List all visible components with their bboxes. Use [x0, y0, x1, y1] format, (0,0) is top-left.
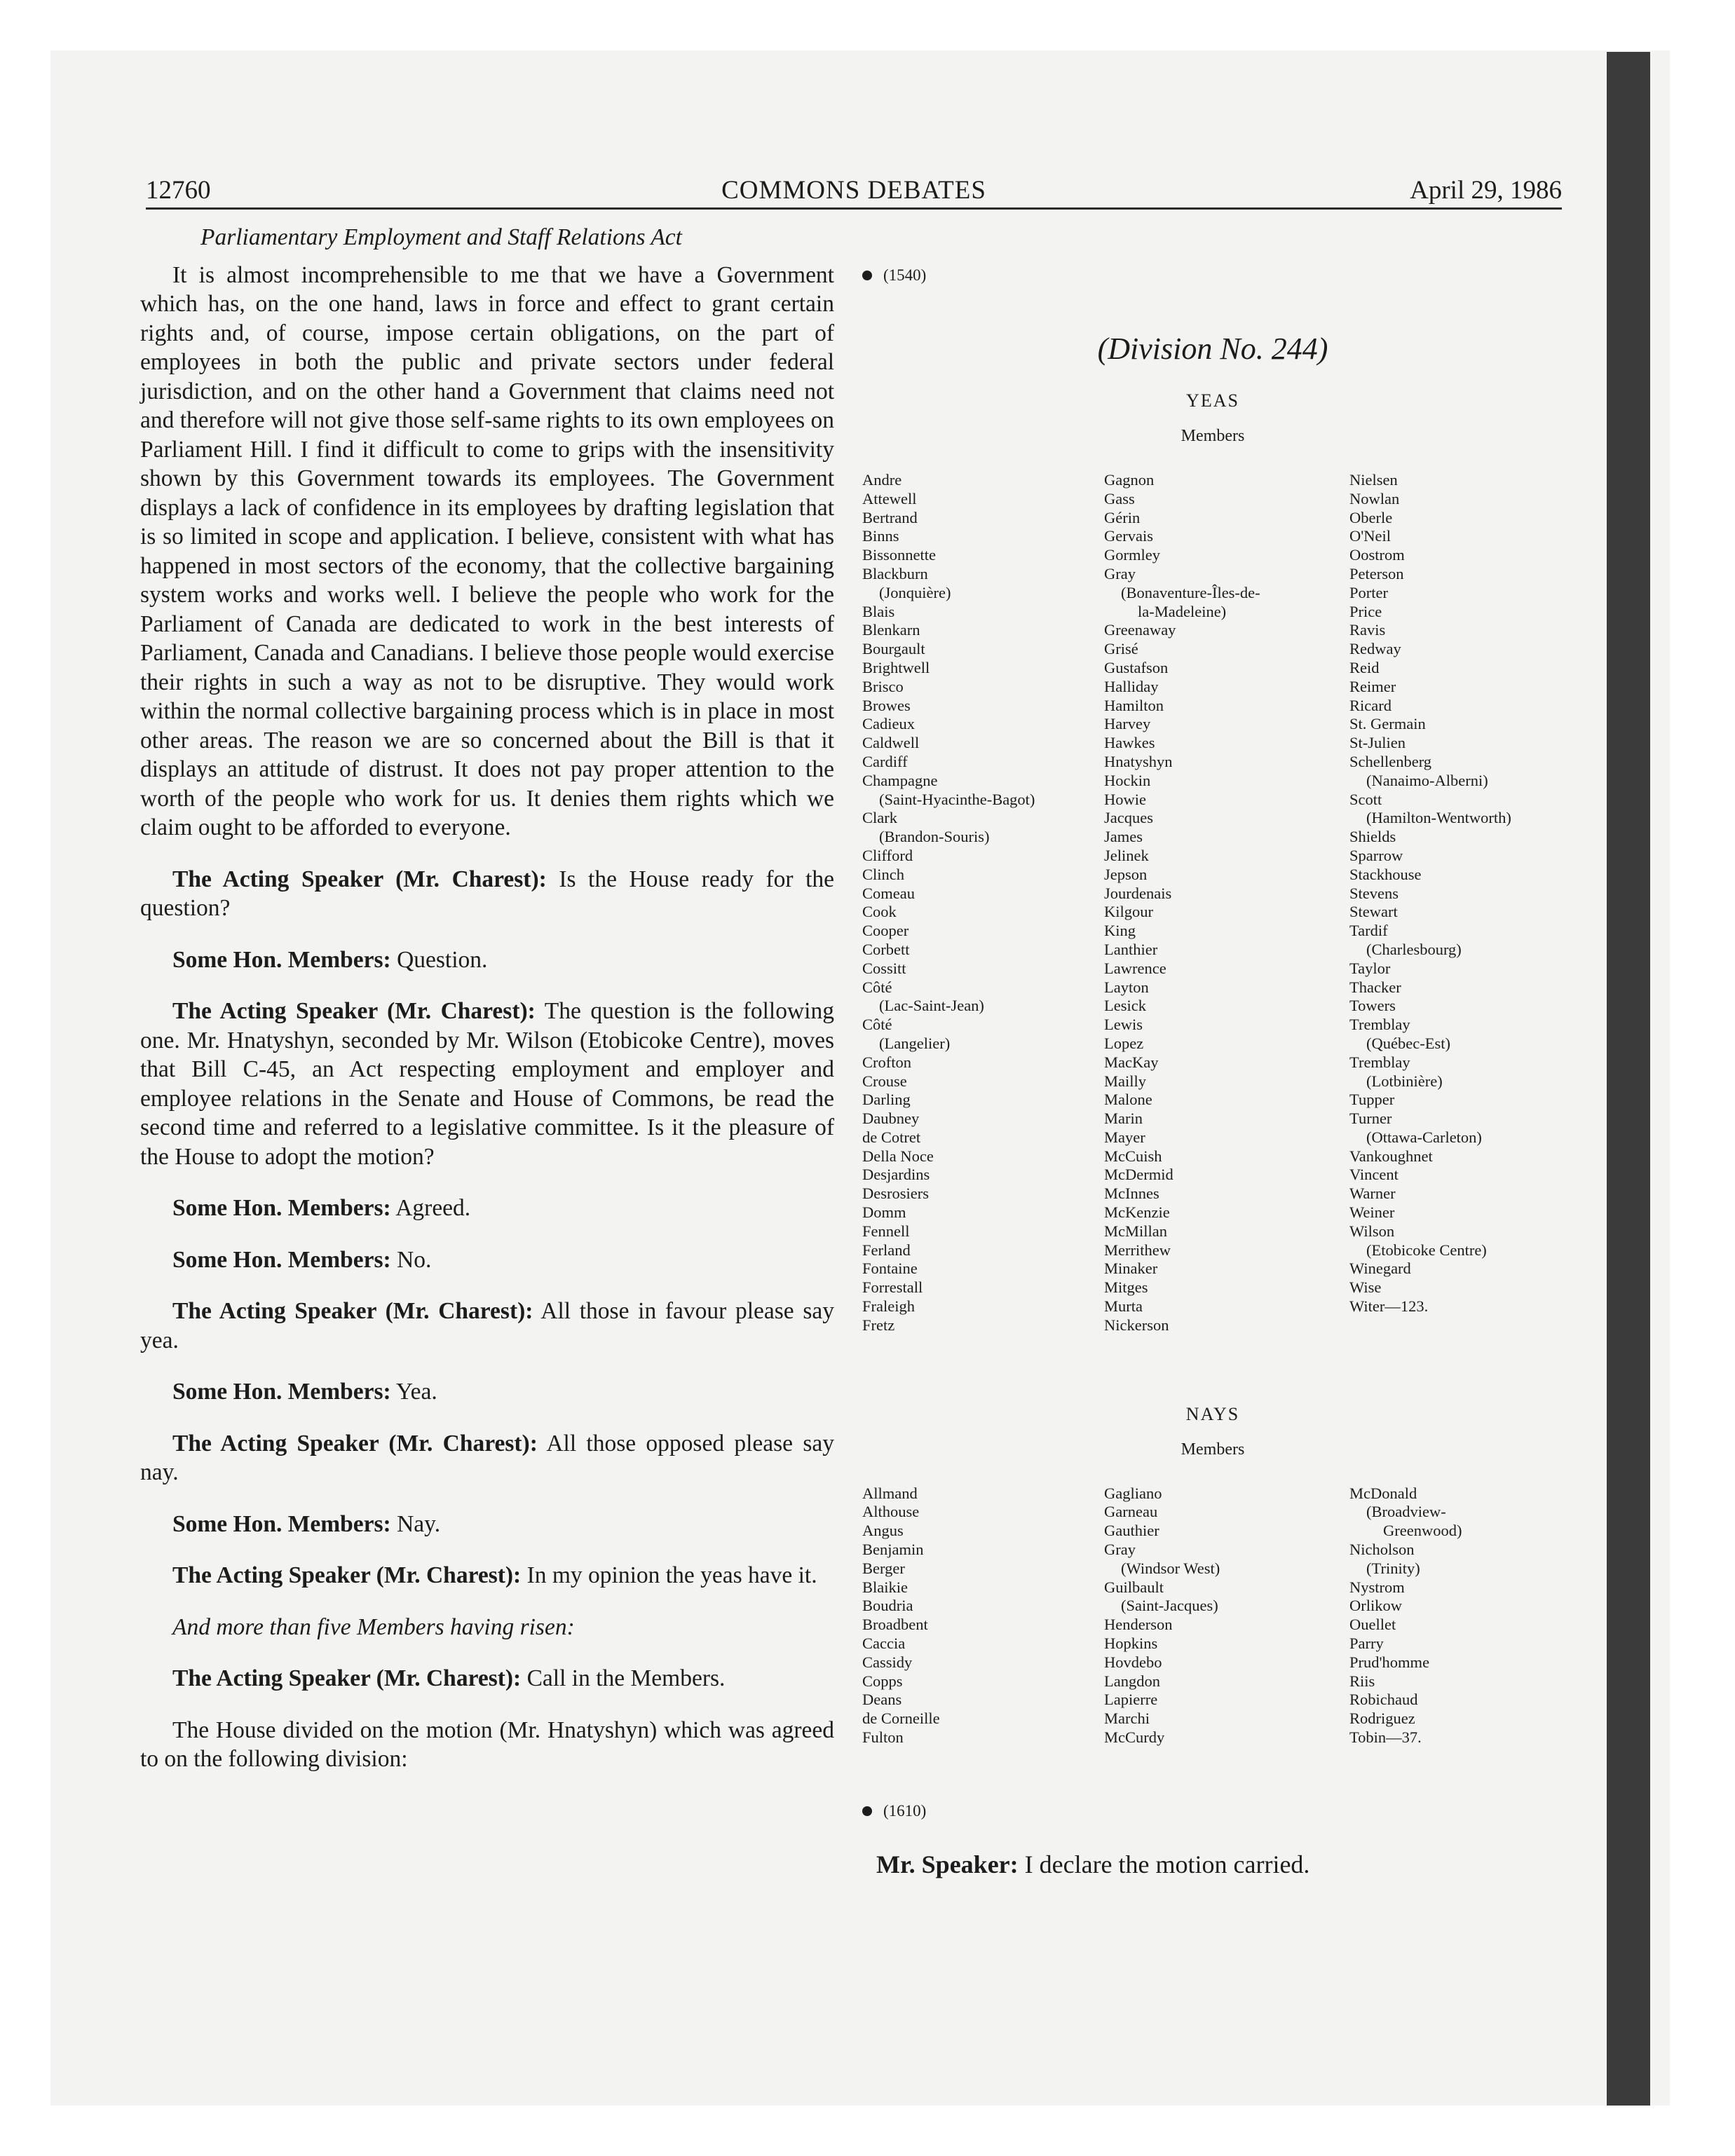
member-name: Ouellet: [1349, 1616, 1396, 1634]
member-name: Cardiff: [862, 752, 908, 770]
speaker-name: The Acting Speaker (Mr. Charest):: [172, 1430, 538, 1456]
member-name: Ricard: [1349, 696, 1392, 714]
speech-paragraph: [140, 946, 834, 975]
member-name: Scott: [1349, 790, 1382, 808]
member-name: Hopkins: [1104, 1635, 1158, 1653]
member-name: Clark: [862, 809, 897, 827]
member-name: Warner: [1349, 1185, 1396, 1203]
member-name: McInnes: [1104, 1185, 1159, 1203]
member-name: Howie: [1104, 790, 1146, 808]
member-name: O'Neil: [1349, 527, 1392, 545]
member-name: Champagne: [862, 771, 938, 789]
paragraph-text: All those opposed please say nay.: [140, 1430, 834, 1485]
body-paragraph: [140, 261, 834, 842]
member-name: Tremblay: [1349, 1053, 1410, 1071]
member-name: St. Germain: [1349, 715, 1426, 733]
member-name: Gagnon: [1104, 471, 1155, 489]
member-name: Domm: [862, 1203, 906, 1222]
member-name: Gervais: [1104, 527, 1153, 545]
header-rule: [146, 207, 1562, 210]
member-name: Layton: [1104, 978, 1149, 996]
member-name: Marin: [1104, 1110, 1143, 1128]
member-name: Lanthier: [1104, 940, 1158, 958]
riding-name: (Broadview-: [1366, 1503, 1446, 1521]
member-name: Nickerson: [1104, 1316, 1169, 1334]
member-name: Allmand: [862, 1484, 918, 1502]
member-name: Deans: [862, 1691, 902, 1709]
member-name: Riis: [1349, 1672, 1375, 1690]
member-name: Oberle: [1349, 508, 1393, 526]
member-name: Copps: [862, 1672, 903, 1690]
member-name: Stevens: [1349, 884, 1399, 902]
paragraph-text: The question is the following one. Mr. Hnatyshyn, seconded by Mr. Wilson (Etobicoke Centre), moves that Bill C-45, an Act respecting employment and employer and employee relations in the Senate and House of Commons, be read the second time and referred to a legislative committee. Is it the pleasure of the House to adopt the motion?: [140, 998, 834, 1170]
timestamp-text: (1540): [883, 266, 927, 284]
member-name: Clinch: [862, 865, 904, 883]
member-name: Harvey: [1104, 715, 1151, 733]
member-name: Minaker: [1104, 1260, 1158, 1278]
member-name: McCuish: [1104, 1147, 1162, 1165]
member-name: Schellenberg: [1349, 752, 1432, 770]
timestamp-1610: [862, 1802, 1563, 1820]
riding-name: (Windsor West): [1121, 1559, 1220, 1577]
paragraph-text: In my opinion the yeas have it.: [526, 1562, 817, 1588]
member-name: Towers: [1349, 997, 1396, 1015]
member-name: Ferland: [862, 1241, 911, 1259]
member-name: Halliday: [1104, 677, 1159, 695]
member-name: Darling: [862, 1091, 911, 1109]
member-name: Reimer: [1349, 677, 1396, 695]
member-name: Berger: [862, 1559, 905, 1577]
member-name: Nystrom: [1349, 1578, 1405, 1596]
riding-name: (Langelier): [879, 1034, 951, 1052]
closing-text: I declare the motion carried.: [1024, 1850, 1310, 1878]
speaker-name: The Acting Speaker (Mr. Charest):: [172, 998, 536, 1024]
riding-name: (Jonquière): [879, 583, 951, 601]
member-name: Corbett: [862, 940, 910, 958]
speaker-name: The Acting Speaker (Mr. Charest):: [172, 1665, 522, 1691]
member-name: Wise: [1349, 1278, 1382, 1297]
member-name: Côté: [862, 1016, 892, 1034]
member-name: Jourdenais: [1104, 884, 1172, 902]
riding-name: (Trinity): [1366, 1559, 1420, 1577]
stage-direction: And more than five Members having risen:: [172, 1613, 575, 1640]
nays-members-label: Members: [1181, 1440, 1245, 1459]
section-title: Parliamentary Employment and Staff Relations Act: [200, 224, 682, 250]
member-name: Gass: [1104, 489, 1135, 507]
member-name: Nowlan: [1349, 489, 1400, 507]
speech-paragraph: [140, 1561, 834, 1590]
member-name: Vincent: [1349, 1166, 1399, 1184]
binding-edge: [1607, 52, 1650, 2106]
nays-list: [862, 1485, 1563, 1747]
member-name: Malone: [1104, 1091, 1152, 1109]
member-name: Weiner: [1349, 1203, 1395, 1222]
bullet-icon: [862, 271, 872, 280]
member-name: Winegard: [1349, 1260, 1411, 1278]
member-name: Bertrand: [862, 508, 918, 526]
member-name: James: [1104, 828, 1143, 846]
yeas-column: [1349, 471, 1563, 1335]
speech-paragraph: [140, 1297, 834, 1355]
member-name: Lewis: [1104, 1016, 1143, 1034]
division-title: (Division No. 244): [1097, 332, 1328, 366]
member-name: Blais: [862, 602, 895, 620]
speech-paragraph: [140, 865, 834, 923]
member-name: McKenzie: [1104, 1203, 1170, 1222]
member-name: Gauthier: [1104, 1522, 1159, 1540]
speech-paragraph: [140, 1377, 834, 1407]
speech-paragraph: [140, 997, 834, 1171]
riding-name: (Lotbinière): [1366, 1072, 1443, 1090]
member-name: Broadbent: [862, 1616, 928, 1634]
member-name: Sparrow: [1349, 846, 1403, 864]
nays-column: [862, 1485, 1104, 1747]
body-paragraph: [140, 1716, 834, 1774]
member-name: Garneau: [1104, 1503, 1158, 1521]
publication-title: COMMONS DEBATES: [721, 176, 986, 205]
member-name: Boudria: [862, 1597, 913, 1615]
member-name: Desjardins: [862, 1166, 930, 1184]
speaker-name: Some Hon. Members:: [172, 946, 391, 973]
riding-name: Greenwood): [1383, 1522, 1462, 1540]
riding-name: (Lac-Saint-Jean): [879, 997, 984, 1015]
member-name: Kilgour: [1104, 903, 1153, 921]
speaker-name: The Acting Speaker (Mr. Charest):: [172, 1298, 533, 1324]
member-name: Ravis: [1349, 621, 1386, 639]
closing-speaker: Mr. Speaker:: [876, 1850, 1019, 1878]
member-name: Prud'homme: [1349, 1653, 1430, 1671]
member-name: Angus: [862, 1522, 904, 1540]
page-date: April 29, 1986: [1410, 176, 1562, 205]
member-name: Côté: [862, 978, 892, 996]
member-name: Caldwell: [862, 734, 920, 752]
member-name: McMillan: [1104, 1222, 1167, 1240]
member-name: Tobin—37.: [1349, 1728, 1422, 1747]
member-name: Brisco: [862, 677, 904, 695]
member-name: Guilbault: [1104, 1578, 1164, 1596]
member-name: Hockin: [1104, 771, 1151, 789]
speaker-name: The Acting Speaker (Mr. Charest):: [172, 1562, 522, 1588]
member-name: Rodriguez: [1349, 1710, 1415, 1728]
left-column-content: [140, 261, 834, 1774]
member-name: Gray: [1104, 564, 1136, 582]
member-name: Fulton: [862, 1728, 904, 1747]
member-name: Clifford: [862, 846, 913, 864]
member-name: Bissonnette: [862, 546, 936, 564]
member-name: Binns: [862, 527, 899, 545]
paragraph-text: No.: [397, 1246, 432, 1273]
member-name: Andre: [862, 471, 902, 489]
member-name: Blenkarn: [862, 621, 920, 639]
member-name: Cassidy: [862, 1653, 913, 1671]
member-name: Price: [1349, 602, 1382, 620]
speech-paragraph: [140, 1664, 834, 1693]
yeas-column: [1104, 471, 1349, 1335]
speaker-name: Some Hon. Members:: [172, 1379, 391, 1405]
member-name: Murta: [1104, 1297, 1143, 1316]
paragraph-text: The House divided on the motion (Mr. Hnatyshyn) which was agreed to on the following division:: [140, 1717, 834, 1772]
member-name: Turner: [1349, 1110, 1392, 1128]
paragraph-text: Agreed.: [395, 1195, 471, 1221]
left-column: [140, 217, 834, 1796]
riding-name: (Québec-Est): [1366, 1034, 1450, 1052]
member-name: Parry: [1349, 1635, 1384, 1653]
paragraph-text: Yea.: [395, 1379, 437, 1405]
member-name: Blaikie: [862, 1578, 908, 1596]
speech-paragraph: [140, 1429, 834, 1487]
member-name: Thacker: [1349, 978, 1401, 996]
yeas-members-label: Members: [1181, 427, 1245, 445]
member-name: Cossitt: [862, 959, 906, 977]
member-name: Greenaway: [1104, 621, 1176, 639]
member-name: Hnatyshyn: [1104, 752, 1173, 770]
yeas-list: [862, 471, 1563, 1335]
member-name: Hovdebo: [1104, 1653, 1162, 1671]
riding-name: (Saint-Jacques): [1121, 1597, 1218, 1615]
member-name: Althouse: [862, 1503, 920, 1521]
member-name: Lesick: [1104, 997, 1146, 1015]
member-name: de Corneille: [862, 1710, 940, 1728]
riding-name: (Brandon-Souris): [879, 828, 990, 846]
member-name: Jepson: [1104, 865, 1148, 883]
member-name: Comeau: [862, 884, 915, 902]
member-name: Porter: [1349, 583, 1388, 601]
member-name: Crofton: [862, 1053, 911, 1071]
riding-name: (Ottawa-Carleton): [1366, 1128, 1482, 1146]
member-name: Mayer: [1104, 1128, 1145, 1146]
member-name: Reid: [1349, 658, 1380, 676]
speaker-name: The Acting Speaker (Mr. Charest):: [172, 866, 547, 892]
member-name: Lopez: [1104, 1034, 1144, 1052]
member-name: Nielsen: [1349, 471, 1398, 489]
member-name: Orlikow: [1349, 1597, 1402, 1615]
riding-name: (Hamilton-Wentworth): [1366, 809, 1511, 827]
speaker-name: Some Hon. Members:: [172, 1510, 391, 1537]
member-name: Peterson: [1349, 564, 1404, 582]
member-name: Merrithew: [1104, 1241, 1171, 1259]
member-name: Stackhouse: [1349, 865, 1422, 883]
member-name: Crouse: [862, 1072, 907, 1090]
member-name: Lapierre: [1104, 1691, 1158, 1709]
member-name: Vankoughnet: [1349, 1147, 1433, 1165]
paragraph-text: All those in favour please say yea.: [140, 1298, 835, 1353]
member-name: Gray: [1104, 1541, 1136, 1559]
member-name: Fontaine: [862, 1260, 918, 1278]
nays-column: [1104, 1485, 1349, 1747]
bullet-icon: [862, 1806, 872, 1816]
paragraph-text: Is the House ready for the question?: [140, 866, 835, 921]
member-name: Gérin: [1104, 508, 1141, 526]
riding-name: (Bonaventure-Îles-de-: [1121, 583, 1260, 601]
member-name: Jelinek: [1104, 846, 1149, 864]
member-name: Desrosiers: [862, 1185, 929, 1203]
member-name: Browes: [862, 696, 911, 714]
timestamp-text: (1610): [883, 1801, 927, 1820]
member-name: Caccia: [862, 1635, 906, 1653]
member-name: Gagliano: [1104, 1484, 1162, 1502]
member-name: Marchi: [1104, 1710, 1150, 1728]
member-name: Lawrence: [1104, 959, 1166, 977]
member-name: Grisé: [1104, 640, 1138, 658]
riding-name: (Saint-Hyacinthe-Bagot): [879, 790, 1035, 808]
member-name: Benjamin: [862, 1541, 924, 1559]
paragraph-text: It is almost incomprehensible to me that we have a Government which has, on the one hand, laws in force and effect to grant certain rights and, of course, impose certain obligations, on the part of employees in both the public and private sectors under federal jurisdiction, and on the other hand a Government that claims need not and therefore will not give those self-same rights to its own employees on Parliament Hill. I find it difficult to come to grips with the insensitivity shown by this Government towards its employees. The Government displays a lack of confidence in its employees by drafting legislation that is so limited in scope and application. I believe, consistent with what has happened in most sectors of the economy, that the collective bargaining system works and works well. I believe the people who work for the Parliament of Canada are dedicated to work in the best interests of Parliament, Canada and Canadians. I believe those people would exercise their rights in such a way as not to be disruptive. They would work within the normal collective bargaining process which is in place in most other areas. The reason we are so concerned about the Bill is that it displays an attitude of distrust. It does not pay proper attention to the worth of the people who work for us. It denies them rights which we claim ought to be afforded to everyone.: [140, 261, 834, 840]
member-name: Robichaud: [1349, 1691, 1418, 1709]
closing-statement: [876, 1850, 1563, 1879]
speech-paragraph: [140, 1194, 834, 1223]
member-name: Attewell: [862, 489, 917, 507]
member-name: Shields: [1349, 828, 1396, 846]
member-name: Fretz: [862, 1316, 895, 1334]
riding-name: (Charlesbourg): [1366, 940, 1462, 958]
member-name: Blackburn: [862, 564, 928, 582]
riding-name: la-Madeleine): [1138, 602, 1227, 620]
member-name: St-Julien: [1349, 734, 1406, 752]
member-name: Tardif: [1349, 922, 1388, 940]
yeas-heading: YEAS: [1186, 390, 1239, 411]
member-name: Tupper: [1349, 1091, 1395, 1109]
member-name: Oostrom: [1349, 546, 1405, 564]
right-column: [862, 266, 1563, 1879]
member-name: Fennell: [862, 1222, 910, 1240]
riding-name: (Etobicoke Centre): [1366, 1241, 1487, 1259]
paragraph-text: Question.: [397, 946, 488, 973]
member-name: McCurdy: [1104, 1728, 1165, 1747]
member-name: Taylor: [1349, 959, 1391, 977]
member-name: de Cotret: [862, 1128, 921, 1146]
page-number: 12760: [146, 176, 211, 205]
member-name: Cook: [862, 903, 897, 921]
member-name: Fraleigh: [862, 1297, 915, 1316]
member-name: McDermid: [1104, 1166, 1173, 1184]
speaker-name: Some Hon. Members:: [172, 1246, 391, 1273]
speaker-name: Some Hon. Members:: [172, 1195, 391, 1221]
member-name: Nicholson: [1349, 1541, 1415, 1559]
yeas-column: [862, 471, 1104, 1335]
member-name: Henderson: [1104, 1616, 1173, 1634]
member-name: King: [1104, 922, 1136, 940]
member-name: Witer—123.: [1349, 1297, 1429, 1316]
member-name: Redway: [1349, 640, 1401, 658]
paragraph-text: Nay.: [397, 1510, 441, 1537]
member-name: Tremblay: [1349, 1016, 1410, 1034]
member-name: Langdon: [1104, 1672, 1160, 1690]
member-name: Gustafson: [1104, 658, 1169, 676]
member-name: MacKay: [1104, 1053, 1159, 1071]
member-name: Jacques: [1104, 809, 1153, 827]
nays-heading: NAYS: [1185, 1403, 1240, 1424]
speech-paragraph: [140, 1510, 834, 1539]
member-name: Gormley: [1104, 546, 1160, 564]
member-name: Brightwell: [862, 658, 930, 676]
member-name: Daubney: [862, 1110, 920, 1128]
member-name: Stewart: [1349, 903, 1398, 921]
member-name: Hawkes: [1104, 734, 1155, 752]
member-name: Mitges: [1104, 1278, 1148, 1297]
timestamp-1540: [862, 266, 1563, 285]
paragraph-text: Call in the Members.: [526, 1665, 726, 1691]
member-name: Bourgault: [862, 640, 925, 658]
member-name: Della Noce: [862, 1147, 934, 1165]
member-name: Wilson: [1349, 1222, 1395, 1240]
member-name: Cadieux: [862, 715, 915, 733]
member-name: McDonald: [1349, 1484, 1417, 1502]
nays-column: [1349, 1485, 1563, 1747]
member-name: Forrestall: [862, 1278, 923, 1297]
member-name: Cooper: [862, 922, 909, 940]
member-name: Hamilton: [1104, 696, 1164, 714]
riding-name: (Nanaimo-Alberni): [1366, 771, 1488, 789]
speech-paragraph: [140, 1246, 834, 1275]
member-name: Mailly: [1104, 1072, 1146, 1090]
